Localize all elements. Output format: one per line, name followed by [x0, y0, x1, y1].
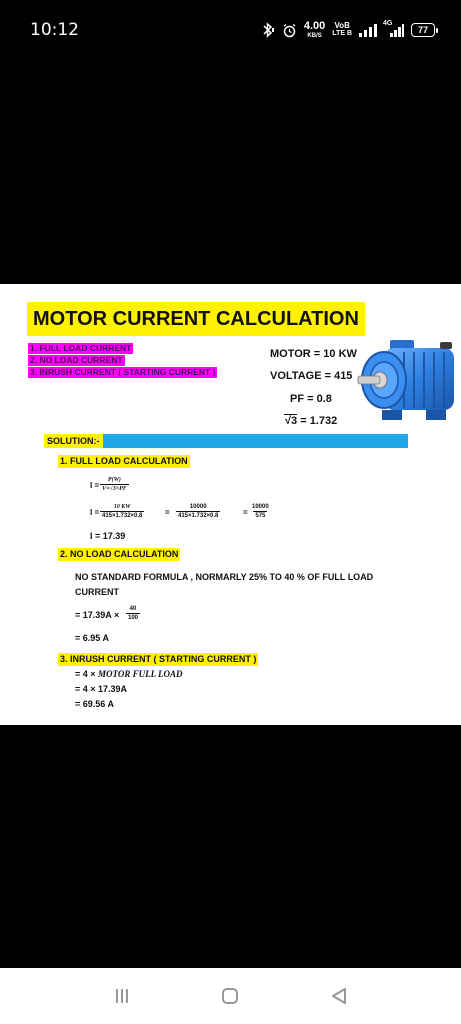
- navigation-bar: [0, 968, 461, 1024]
- bluetooth-icon: [261, 22, 275, 38]
- step1-frac-3: [176, 503, 220, 520]
- status-time: 10:12: [30, 20, 79, 40]
- status-bar: [0, 0, 461, 58]
- step2-heading: 2. NO LOAD CALCULATION: [60, 549, 179, 559]
- solution-label: SOLUTION:-: [44, 434, 103, 448]
- network-speed: 4.00 KB/S: [303, 19, 326, 39]
- step2-frac: [126, 605, 140, 622]
- step1-i-eq-2: I =: [90, 508, 100, 517]
- sqrt3-value: = 1.732: [300, 415, 338, 427]
- step2-calc: = 17.39A ×: [75, 610, 120, 620]
- param-sqrt3: [284, 410, 337, 432]
- step3-line1-prefix: = 4 ×: [75, 669, 96, 679]
- step2-text-line1: NO STANDARD FORMULA , NORMARLY 25% TO 40 % OF FULL LOAD: [75, 572, 374, 582]
- step2-result: = 6.95 A: [75, 633, 109, 643]
- step1-eq-1: =: [165, 508, 170, 517]
- step2-text-line2: CURRENT: [75, 587, 119, 597]
- step1-i-eq-1: I =: [90, 481, 100, 490]
- step1-frac-2-num: 10 KW: [113, 504, 131, 510]
- solution-bar: [44, 434, 408, 448]
- param-motor: MOTOR = 10 KW: [270, 348, 357, 360]
- alarm-icon: [282, 23, 297, 38]
- step3-line2: = 4 × 17.39A: [75, 684, 128, 694]
- step1-frac-2: [100, 503, 144, 520]
- step1-frac-3-num: 10000: [189, 504, 207, 510]
- signal-icon: [359, 24, 377, 37]
- topic-inrush: 3. INRUSH CURRENT ( STARTING CURRENT ): [30, 367, 216, 377]
- step1-frac-4-num: 10000: [252, 504, 269, 510]
- menu-lines-icon: [113, 987, 131, 1005]
- step1-frac-2-den: 415×1.732×0.8: [102, 513, 143, 519]
- step1-formula: [100, 476, 129, 493]
- topic-full-load: 1. FULL LOAD CURRENT: [30, 343, 132, 353]
- step2-frac-num: 40: [129, 606, 137, 612]
- topic-list: [28, 343, 217, 379]
- step1-eq-2: =: [243, 508, 248, 517]
- step3-line1-italic: MOTOR FULL LOAD: [98, 669, 183, 679]
- step1-formula-num: P(W): [107, 477, 121, 483]
- home-button[interactable]: [218, 986, 242, 1006]
- sqrt3-symbol: √3: [285, 415, 298, 427]
- step3-line1: [75, 669, 183, 679]
- step1-frac-4: [250, 503, 271, 520]
- step1-frac-4-den: 575: [255, 513, 266, 519]
- topic-no-load: 2. NO LOAD CURRENT: [30, 355, 123, 365]
- step3-heading: 3. INRUSH CURRENT ( STARTING CURRENT ): [60, 654, 257, 664]
- status-icons: [261, 18, 435, 42]
- step2-frac-den: 100: [128, 615, 139, 621]
- step1-frac-3-den: 415×1.732×0.8: [178, 513, 219, 519]
- motor-calculation-image: [0, 284, 461, 725]
- step1-heading: 1. FULL LOAD CALCULATION: [60, 456, 188, 466]
- volte-indicator: VoB LTE B: [332, 21, 352, 37]
- electric-motor-image: [354, 330, 458, 430]
- step1-formula-den: V×√3×PF: [102, 486, 127, 492]
- recent-apps-button[interactable]: [110, 986, 134, 1006]
- param-voltage: VOLTAGE = 415: [270, 370, 353, 382]
- param-pf: PF = 0.8: [290, 393, 332, 405]
- signal-4g-icon: 4G: [384, 24, 404, 37]
- page-title: MOTOR CURRENT CALCULATION: [27, 302, 365, 336]
- home-square-icon: [221, 987, 239, 1005]
- step1-result: I = 17.39: [90, 531, 126, 541]
- battery-icon: 77: [411, 23, 435, 37]
- back-triangle-icon: [330, 987, 348, 1005]
- back-button[interactable]: [327, 986, 351, 1006]
- step3-line3: = 69.56 A: [75, 699, 114, 709]
